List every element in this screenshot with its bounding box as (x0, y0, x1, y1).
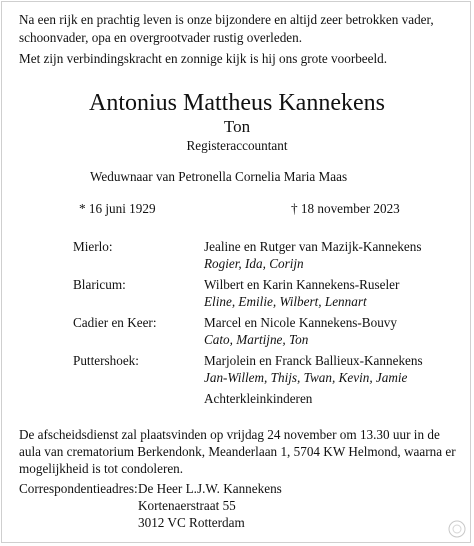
service-line-2: aula van crematorium Berkendonk, Meanderlaan 1, 5704 KW Helmond, waarna er (19, 444, 456, 459)
deceased-nickname: Ton (223, 117, 251, 136)
family-couple: Marcel en Nicole Kannekens-Bouvy (204, 315, 397, 330)
deceased-profession: Registeraccountant (186, 138, 288, 153)
family-couple: Marjolein en Franck Ballieux-Kannekens (204, 353, 423, 368)
family-place: Cadier en Keer: (73, 315, 157, 330)
birth-date: * 16 juni 1929 (79, 201, 156, 216)
family-place: Blaricum: (73, 277, 126, 292)
great-grandchildren: Achterkleinkinderen (204, 391, 313, 406)
intro-line-2: schoonvader, opa en overgrootvader rustig overleden. (19, 30, 303, 45)
correspondence-name: De Heer L.J.W. Kannekens (138, 481, 282, 496)
widower-line: Weduwnaar van Petronella Cornelia Maria Maas (90, 169, 348, 184)
correspondence-city: 3012 VC Rotterdam (138, 515, 245, 530)
service-line-3: mogelijkheid is tot condoleren. (19, 461, 184, 476)
intro-line-3: Met zijn verbindingskracht en zonnige kijk is hij ons grote voorbeeld. (19, 51, 388, 66)
family-children: Cato, Martijne, Ton (204, 332, 309, 347)
correspondence-label: Correspondentieadres: (19, 481, 138, 496)
family-couple: Jealine en Rutger van Mazijk-Kannekens (204, 239, 422, 254)
family-place: Mierlo: (73, 239, 113, 254)
family-children: Rogier, Ida, Corijn (204, 256, 304, 271)
service-line-1: De afscheidsdienst zal plaatsvinden op vrijdag 24 november om 13.30 uur in de (19, 427, 440, 442)
family-children: Eline, Emilie, Wilbert, Lennart (204, 294, 367, 309)
family-children: Jan-Willem, Thijs, Twan, Kevin, Jamie (204, 370, 408, 385)
deceased-name: Antonius Mattheus Kannekens (89, 90, 385, 116)
intro-line-1: Na een rijk en prachtig leven is onze bijzondere en altijd zeer betrokken vader, (19, 12, 434, 27)
death-date: † 18 november 2023 (291, 201, 400, 216)
family-place: Puttershoek: (73, 353, 139, 368)
correspondence-street: Kortenaerstraat 55 (138, 498, 236, 513)
family-couple: Wilbert en Karin Kannekens-Ruseler (204, 277, 400, 292)
seal-icon (448, 520, 466, 538)
